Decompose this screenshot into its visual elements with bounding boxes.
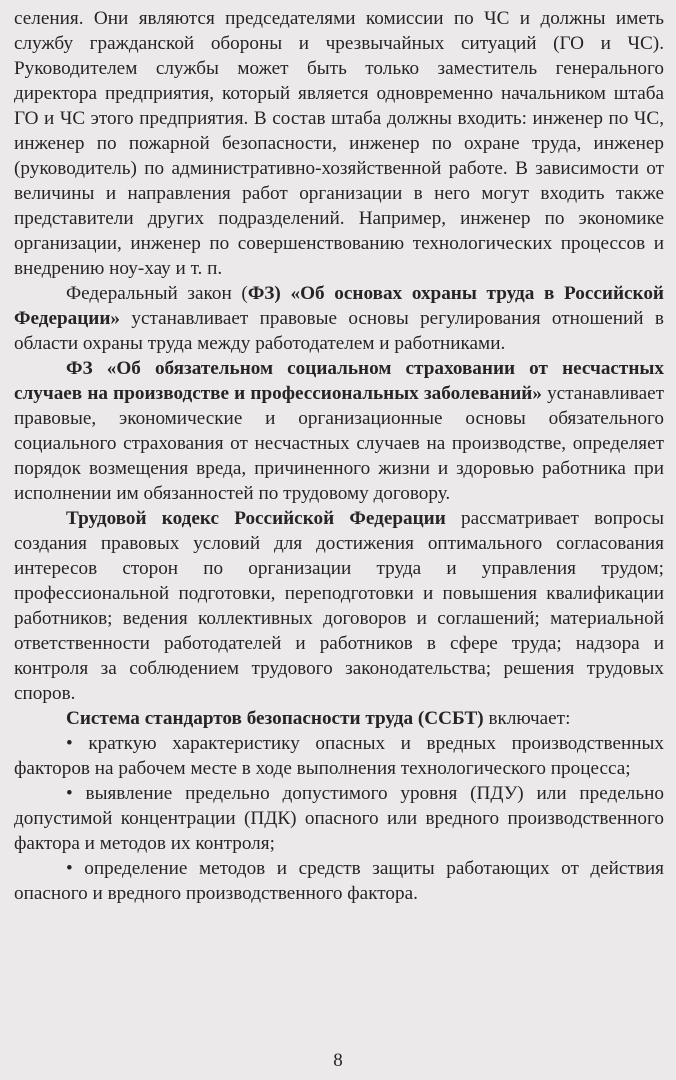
- paragraph: [14, 356, 664, 506]
- text-run: устанавливает правовые основы регулирования отношений в области охраны труда между работодателем и работниками.: [14, 308, 664, 354]
- bold-text: Трудовой кодекс Российской Федерации: [66, 508, 446, 529]
- paragraph: [14, 856, 664, 906]
- text-run: • краткую характеристику опасных и вредных производственных факторов на рабочем месте в ходе выполнения технологического процесса;: [14, 733, 664, 779]
- page-number: 8: [333, 1050, 343, 1071]
- paragraph: [14, 281, 664, 356]
- bold-text: ФЗ) «Об основах охраны труда в Российской Федерации»: [14, 283, 664, 329]
- text-body: [14, 6, 664, 906]
- text-run: устанавливает правовые, экономические и организационные основы обязательного социального страхования от несчастных случаев на производстве, определяет порядок возмещения вреда, причиненного жизни и здоровью работника при исполнении им обязанностей по трудовому договору.: [14, 383, 664, 504]
- text-run: рассматривает вопросы создания правовых условий для достижения оптимального согласования интересов сторон по организации труда и управления трудом; профессиональной подготовки, переподготовки и повышения квалификации работников; ведения коллективных договоров и соглашений; материальной ответственности работодателей и работников в сфере труда; надзора и контроля за соблюдением трудового законодательства; решения трудовых споров.: [14, 508, 664, 704]
- paragraph: [14, 6, 664, 281]
- text-run: селения. Они являются председателями комиссии по ЧС и должны иметь службу гражданской обороны и чрезвычайных ситуаций (ГО и ЧС). Руководителем службы может быть только заместитель генерального директора предприятия, который является одновременно начальником штаба ГО и ЧС этого предприятия. В состав штаба должны входить: инженер по ЧС, инженер по пожарной безопасности, инженер по охране труда, инженер (руководитель) по административно-хозяйственной работе. В зависимости от величины и направления работ организации в него могут входить также представители других подразделений. Например, инженер по экономике организации, инженер по совершенствованию технологических процессов и внедрению ноу-хау и т. п.: [14, 8, 664, 279]
- text-run: • определение методов и средств защиты работающих от действия опасного и вредного производственного фактора.: [14, 858, 664, 904]
- paragraph: [14, 706, 664, 731]
- text-run: • выявление предельно допустимого уровня (ПДУ) или предельно допустимой концентрации (ПДК) опасного или вредного производственного фактора и методов их контроля;: [14, 783, 664, 854]
- text-run: Федеральный закон (: [66, 283, 248, 304]
- bold-text: ФЗ «Об обязательном социальном страховании от несчастных случаев на производстве и профессиональных заболеваний»: [14, 358, 664, 404]
- paragraph: [14, 781, 664, 856]
- text-run: включает:: [483, 708, 571, 729]
- paragraph: [14, 731, 664, 781]
- paragraph: [14, 506, 664, 706]
- bold-text: Система стандартов безопасности труда (ССБТ): [66, 708, 484, 729]
